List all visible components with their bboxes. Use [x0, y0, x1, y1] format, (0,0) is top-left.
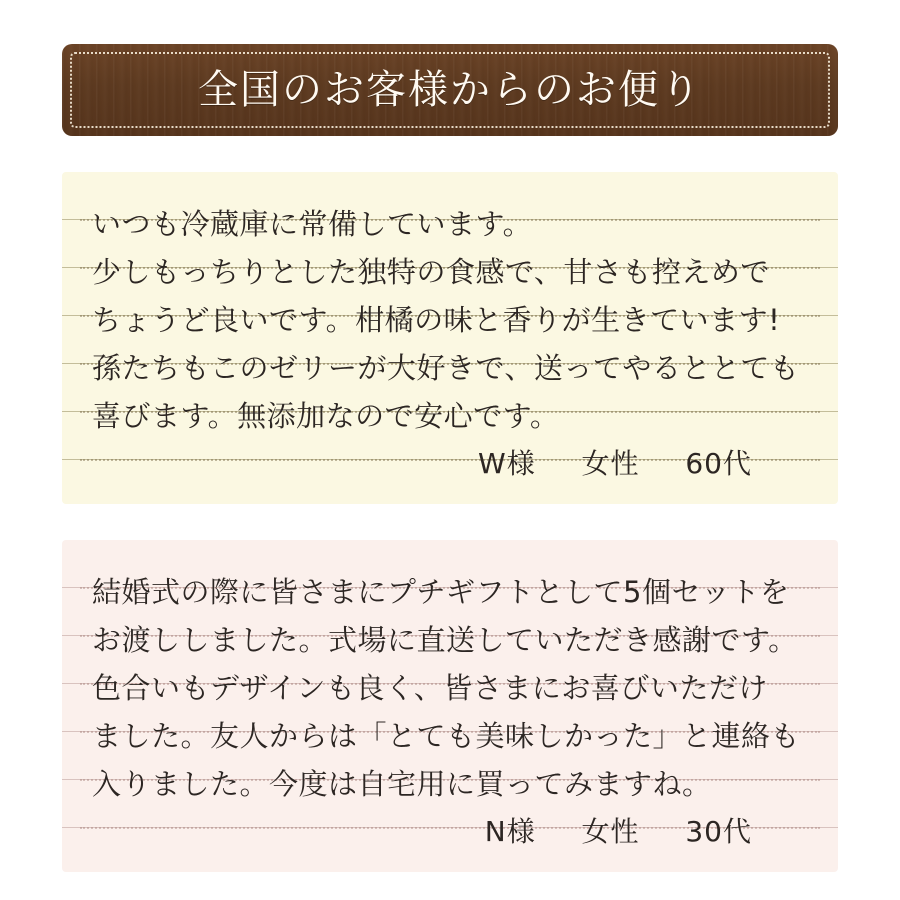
banner-dotted-border — [70, 52, 830, 128]
review-text-2 — [92, 568, 808, 856]
review-line: いつも冷蔵庫に常備しています。 — [92, 207, 533, 241]
review-signature-1 — [92, 440, 808, 488]
review-line: 孫たちもこのゼリーが大好きで、送ってやるととても — [92, 351, 800, 385]
reviewer-gender: 女性 — [581, 447, 640, 480]
review-line: ました。友人からは「とても美味しかった」と連絡も — [92, 719, 801, 753]
reviewer-age: 60代 — [685, 447, 752, 480]
review-line: 少しもっちりとした独特の食感で、甘さも控えめで — [92, 255, 770, 289]
review-line: 結婚式の際に皆さまにプチギフトとして5個セットを — [92, 575, 790, 609]
review-text-1 — [92, 200, 808, 488]
review-signature-2 — [92, 808, 808, 856]
reviewer-name: N様 — [484, 815, 536, 848]
review-card-1 — [62, 172, 838, 504]
review-line: ちょうど良いです。柑橘の味と香りが生きています! — [92, 303, 781, 337]
review-line: 入りました。今度は自宅用に買ってみますね。 — [92, 767, 712, 801]
review-line: 喜びます。無添加なので安心です。 — [92, 399, 560, 433]
review-card-2 — [62, 540, 838, 872]
reviewer-name: W様 — [478, 447, 536, 480]
review-line: 色合いもデザインも良く、皆さまにお喜びいただけ — [92, 671, 768, 705]
review-line: お渡ししました。式場に直送していただき感謝です。 — [92, 623, 798, 657]
page-header-banner — [62, 44, 838, 136]
reviewer-gender: 女性 — [581, 815, 640, 848]
reviewer-age: 30代 — [685, 815, 752, 848]
page-title: 全国のお客様からのお便り — [198, 67, 702, 113]
